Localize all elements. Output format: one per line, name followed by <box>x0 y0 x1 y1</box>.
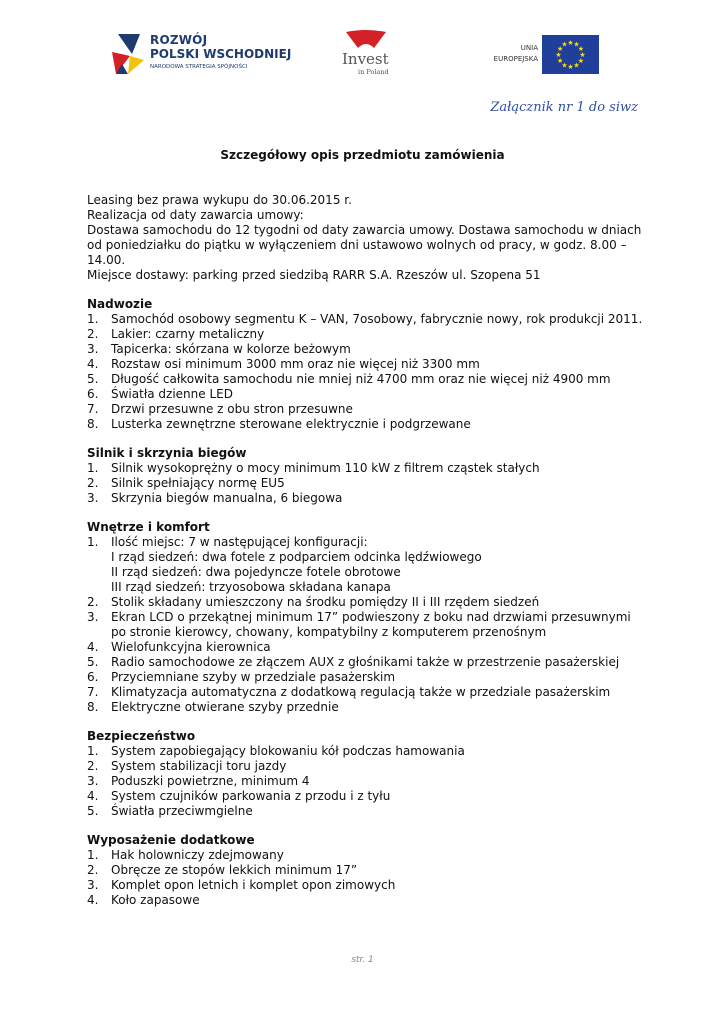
unia-europejska-logo <box>480 35 600 75</box>
rpw-title-line2: POLSKI WSCHODNIEJ <box>150 47 292 61</box>
ue-line2: EUROPEJSKA <box>493 55 538 63</box>
list-bezpieczenstwo <box>87 744 647 819</box>
list-item: 8. Lusterka zewnętrzne sterowane elektrycznie i podgrzewane <box>87 417 471 431</box>
section-heading-wnetrze: Wnętrze i komfort <box>87 520 210 534</box>
seat-row-line: I rząd siedzeń: dwa fotele z podparciem odcinka lędźwiowego <box>111 550 482 564</box>
eu-star-icon: ★ <box>556 57 564 65</box>
list-item: 5. Radio samochodowe ze złączem AUX z głośnikami także w przestrzenie pasażerskiej <box>87 655 620 669</box>
invest-flag-icon <box>344 30 388 50</box>
list-item: 6. Przyciemniane szyby w przedziale pasażerskim <box>87 670 396 684</box>
invest-sub: in Poland <box>358 68 389 76</box>
eu-star-icon: ★ <box>577 57 585 65</box>
document-title: Szczegółowy opis przedmiotu zamówienia <box>220 148 505 162</box>
list-item: 3. Poduszki powietrzne, minimum 4 <box>87 774 310 788</box>
list-nadwozie <box>87 312 647 432</box>
list-item: 7. Klimatyzacja automatyczna z dodatkową regulacją także w przedziale pasażerskim <box>87 685 611 699</box>
invest-word: Invest <box>342 50 389 68</box>
seat-row-line: III rząd siedzeń: trzyosobowa składana kanapa <box>111 580 391 594</box>
eu-star-icon: ★ <box>573 40 580 49</box>
rpw-subtitle: NARODOWA STRATEGIA SPÓJNOŚCI <box>150 64 248 70</box>
eu-star-icon: ★ <box>567 39 574 47</box>
eu-star-icon: ★ <box>567 63 574 71</box>
eu-flag-icon <box>542 35 599 74</box>
document-body <box>87 193 647 908</box>
list-item: 2. Obręcze ze stopów lekkich minimum 17” <box>87 863 358 877</box>
list-item: 3. Tapicerka: skórzana w kolorze beżowym <box>87 342 351 356</box>
ue-text <box>480 43 538 65</box>
list-item: 3. Skrzynia biegów manualna, 6 biegowa <box>87 491 343 505</box>
list-item: 1. Hak holowniczy zdejmowany <box>87 848 284 862</box>
annex-label: Załącznik nr 1 do siwz <box>490 100 638 115</box>
section-heading-wyposazenie: Wyposażenie dodatkowe <box>87 833 255 847</box>
list-item: 3. Ekran LCD o przekątnej minimum 17” podwieszony z boku nad drzwiami przesuwnymi po stronie kierowcy, chowany, kompatybilny z komputerem przenośnym <box>87 610 631 639</box>
invest-in-poland-logo <box>330 28 400 78</box>
intro-line: Realizacja od daty zawarcia umowy: <box>87 208 304 222</box>
list-item: 3. Komplet opon letnich i komplet opon zimowych <box>87 878 396 892</box>
list-item: 4. Koło zapasowe <box>87 893 200 907</box>
list-silnik <box>87 461 647 506</box>
eu-star-icon: ★ <box>556 45 564 53</box>
intro-line: Miejsce dostawy: parking przed siedzibą RARR S.A. Rzeszów ul. Szopena 51 <box>87 268 541 282</box>
intro-block <box>87 193 647 283</box>
list-item: 1. Silnik wysokoprężny o mocy minimum 110 kW z filtrem cząstek stałych <box>87 461 540 475</box>
list-item: 1. System zapobiegający blokowaniu kół podczas hamowania <box>87 744 465 758</box>
page-header <box>0 0 725 95</box>
eu-star-icon: ★ <box>579 51 586 59</box>
list-item: 1. Samochód osobowy segmentu K – VAN, 7osobowy, fabrycznie nowy, rok produkcji 2011. <box>87 312 643 326</box>
list-item: 5. Długość całkowita samochodu nie mniej niż 4700 mm oraz nie więcej niż 4900 mm <box>87 372 611 386</box>
eu-stars-icon <box>542 35 599 74</box>
list-item: 2. Lakier: czarny metaliczny <box>87 327 265 341</box>
eu-star-icon: ★ <box>561 61 568 70</box>
eu-star-icon: ★ <box>573 61 580 70</box>
eu-star-icon: ★ <box>561 40 568 49</box>
list-item: 4. System czujników parkowania z przodu i z tyłu <box>87 789 391 803</box>
list-item: 8. Elektryczne otwierane szyby przednie <box>87 700 339 714</box>
intro-line: Leasing bez prawa wykupu do 30.06.2015 r. <box>87 193 352 207</box>
section-heading-nadwozie: Nadwozie <box>87 297 153 311</box>
list-item: 4. Rozstaw osi minimum 3000 mm oraz nie więcej niż 3300 mm <box>87 357 480 371</box>
list-item: 2. Silnik spełniający normę EU5 <box>87 476 285 490</box>
list-wyposazenie <box>87 848 647 908</box>
section-heading-bezpieczenstwo: Bezpieczeństwo <box>87 729 196 743</box>
seat-row-line: II rząd siedzeń: dwa pojedyncze fotele obrotowe <box>111 565 401 579</box>
eu-star-icon: ★ <box>577 45 585 53</box>
list-item: 2. System stabilizacji toru jazdy <box>87 759 287 773</box>
intro-line: Dostawa samochodu do 12 tygodni od daty zawarcia umowy. Dostawa samochodu w dniach od poniedziałku do piątku w wyłączeniem dni ustawowo wolnych od pracy, w godz. 8.00 – 14.00. <box>87 223 642 267</box>
list-item: 1. Ilość miejsc: 7 w następującej konfiguracji: I rząd siedzeń: dwa fotele z podparciem odcinka lędźwiowego II rząd siedzeń: dwa pojedyncze fotele obrotowe III rząd siedzeń: trzyosobowa składana kanapa <box>87 535 647 595</box>
list-item: 6. Światła dzienne LED <box>87 387 233 401</box>
rozwoj-polski-wschodniej-logo <box>110 30 292 80</box>
eu-star-icon: ★ <box>555 51 562 59</box>
list-item: 2. Stolik składany umieszczony na środku pomiędzy II i III rzędem siedzeń <box>87 595 540 609</box>
ue-line1: UNIA <box>520 44 538 52</box>
section-heading-silnik: Silnik i skrzynia biegów <box>87 446 247 460</box>
list-wnetrze <box>87 535 647 715</box>
list-item: 7. Drzwi przesuwne z obu stron przesuwne <box>87 402 353 416</box>
list-item: 4. Wielofunkcyjna kierownica <box>87 640 271 654</box>
rpw-emblem-icon <box>110 30 146 76</box>
rpw-title-line1: ROZWÓJ <box>150 33 208 47</box>
list-item: 5. Światła przeciwmgielne <box>87 804 253 818</box>
page-number: str. 1 <box>351 955 374 965</box>
